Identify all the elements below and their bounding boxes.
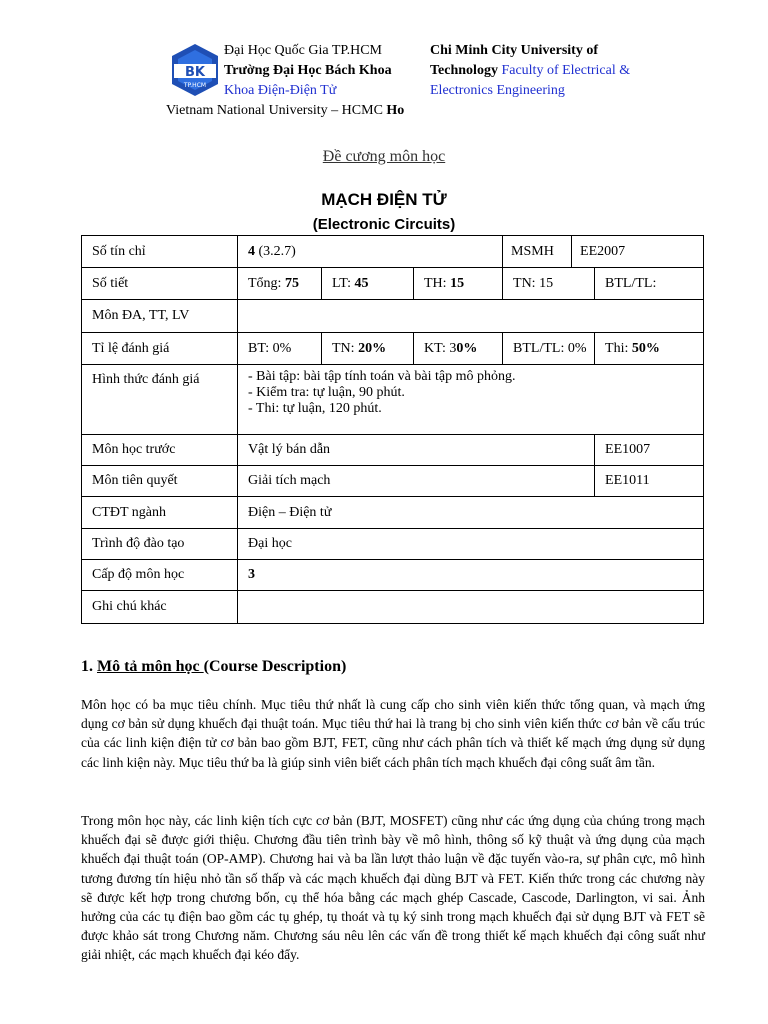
assessment-label: Hình thức đánh giá: [82, 365, 238, 435]
course-code-label: MSMH: [503, 236, 572, 267]
course-code-cell: [503, 236, 704, 268]
row-weights: [82, 333, 704, 365]
project-value: [238, 300, 704, 333]
section-heading: 1. Mô tả môn học (Course Description): [81, 658, 347, 675]
course-level-label: Cấp độ môn học: [82, 560, 238, 591]
credits-value: 4 (3.2.7): [238, 236, 503, 268]
header-right-line3: Electronics Engineering: [430, 83, 565, 98]
periods-th: TH: 15: [414, 268, 503, 300]
assessment-line: - Kiểm tra: tự luận, 90 phút.: [248, 385, 405, 400]
svg-text:BK: BK: [185, 65, 205, 80]
row-program: [82, 497, 704, 529]
weight-bt: BT: 0%: [238, 333, 322, 365]
description-paragraph-2: Trong môn học này, các linh kiện tích cực cơ bản (BJT, MOSFET) cũng như các ứng dụng của chúng trong mạch khuếch đại sẽ được giới thiệu. Chương đầu tiên trình bày về mô hình, thông số kỹ thuật và ứng dụng của mạch khuếch đại thuật toán (OP-AMP). Chương hai và ba lần lượt thảo luận về đặc tuyến vào-ra, sự phân cực, mô hình tương đương tín hiệu nhỏ tần số thấp và các mạch khuếch đại dùng BJT và FET. Kiến thức trong các chương này sẽ được kết hợp trong chương bốn, cụ thể hóa bằng các mạch ghép Cascade, Cascode, Darlington, vi sai. Ảnh hưởng của các tụ điện bao gồm các tụ ghép, tụ thoát và tụ ký sinh trong mạch khuếch đại sử dụng BJT và FET sẽ được khảo sát trong Chương năm. Chương sáu nêu lên các vấn đề trong thiết kế mạch khuếch đại công suất như giải nhiệt, các mạch khuếch đại kéo đẩy.: [81, 813, 705, 963]
header-right-line1: Chi Minh City University of: [430, 43, 598, 58]
outline-title: Đề cương môn học: [322, 148, 446, 165]
header-line-university: Đại Học Quốc Gia TP.HCM: [224, 43, 383, 58]
description-paragraph-1: Môn học có ba mục tiêu chính. Mục tiêu thứ nhất là cung cấp cho sinh viên kiến thức tổng quan, và mạch ứng dụng cơ bản sử dụng khuếch đại thuật toán. Mục tiêu thứ hai là trang bị cho sinh viên kiến thức cơ bản về cấu trúc của các linh kiện điện tử cơ bản bao gồm BJT, FET, cũng như cách phân tích và thiết kế mạch ứng dụng sử dụng các linh kiện này. Mục tiêu thứ ba là giúp sinh viên biết cách phân tích mạch khuếch đại công suất âm tần.: [81, 697, 705, 770]
row-credits: [82, 236, 704, 268]
assessment-line: - Thi: tự luận, 120 phút.: [248, 401, 382, 416]
weights-label: Tỉ lệ đánh giá: [82, 333, 238, 365]
header-line-school: Trường Đại Học Bách Khoa: [224, 63, 392, 78]
prior-value: Vật lý bán dẫn: [238, 435, 595, 466]
row-prereq: [82, 466, 704, 497]
program-label: CTĐT ngành: [82, 497, 238, 529]
periods-tn: TN: 15: [503, 268, 595, 300]
notes-label: Ghi chú khác: [82, 591, 238, 624]
weight-kt: KT: 30%: [414, 333, 503, 365]
row-project: [82, 300, 704, 333]
level-label: Trình độ đào tạo: [82, 529, 238, 560]
assessment-line: - Bài tập: bài tập tính toán và bài tập mô phỏng.: [248, 369, 516, 384]
course-subtitle: (Electronic Circuits): [312, 216, 456, 233]
header-line-english: Vietnam National University – HCMC Ho: [166, 103, 405, 118]
course-level-value: 3: [238, 560, 704, 591]
notes-value: [238, 591, 704, 624]
periods-btl: BTL/TL:: [595, 268, 704, 300]
prereq-label: Môn tiên quyết: [82, 466, 238, 497]
assessment-value: [238, 365, 704, 435]
periods-label: Số tiết: [82, 268, 238, 300]
row-periods: [82, 268, 704, 300]
row-course-level: [82, 560, 704, 591]
row-notes: [82, 591, 704, 624]
prereq-code: EE1011: [595, 466, 704, 497]
header-right-line2: Technology Faculty of Electrical &: [430, 63, 631, 78]
credits-label: Số tín chỉ: [82, 236, 238, 268]
row-level: [82, 529, 704, 560]
course-code: EE2007: [580, 243, 626, 259]
periods-total: Tổng: 75: [238, 268, 322, 300]
prereq-value: Giải tích mạch: [238, 466, 595, 497]
course-title: MẠCH ĐIỆN TỬ: [321, 190, 447, 209]
program-value: Điện – Điện tử: [238, 497, 704, 529]
prior-code: EE1007: [595, 435, 704, 466]
header-line-faculty: Khoa Điện-Điện Tử: [224, 83, 337, 98]
course-info-table: [81, 235, 704, 624]
weight-btl: BTL/TL: 0%: [503, 333, 595, 365]
weight-thi: Thi: 50%: [595, 333, 704, 365]
row-prior: [82, 435, 704, 466]
row-assessment: [82, 365, 704, 435]
project-label: Môn ĐA, TT, LV: [82, 300, 238, 333]
periods-lt: LT: 45: [322, 268, 414, 300]
weight-tn: TN: 20%: [322, 333, 414, 365]
svg-text:TP.HCM: TP.HCM: [183, 82, 207, 89]
level-value: Đại học: [238, 529, 704, 560]
prior-label: Môn học trước: [82, 435, 238, 466]
university-logo: [168, 42, 222, 98]
